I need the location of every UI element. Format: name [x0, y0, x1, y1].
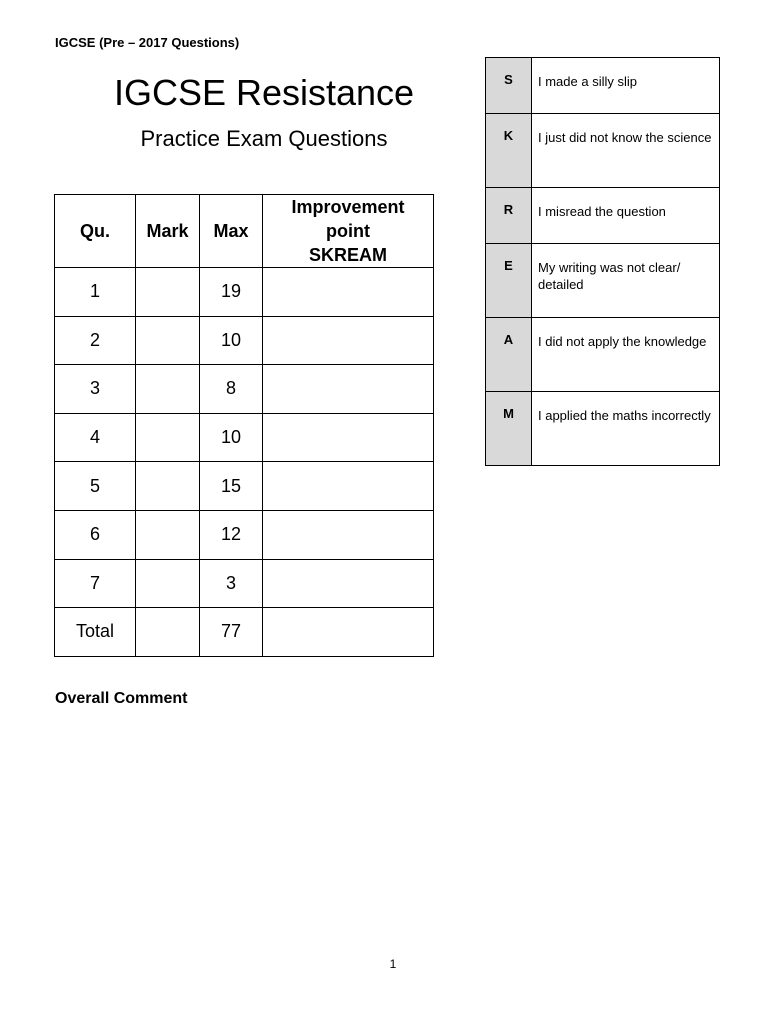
header-note: IGCSE (Pre – 2017 Questions) [55, 35, 240, 50]
table-row [55, 462, 434, 511]
skream-letter: M [486, 392, 532, 466]
cell-improvement[interactable] [263, 608, 434, 657]
table-row [55, 316, 434, 365]
header-qu: Qu. [55, 195, 136, 268]
cell-qu: Total [55, 608, 136, 657]
cell-qu: 2 [55, 316, 136, 365]
skream-description: I just did not know the science [532, 114, 720, 188]
cell-mark[interactable] [136, 510, 200, 559]
cell-mark[interactable] [136, 365, 200, 414]
cell-mark[interactable] [136, 268, 200, 317]
skream-description: I applied the maths incorrectly [532, 392, 720, 466]
skream-letter: A [486, 318, 532, 392]
page-subtitle: Practice Exam Questions [140, 126, 388, 151]
cell-improvement[interactable] [263, 316, 434, 365]
skream-description: My writing was not clear/ detailed [532, 244, 720, 318]
cell-improvement[interactable] [263, 365, 434, 414]
marks-table [54, 194, 434, 657]
cell-improvement[interactable] [263, 510, 434, 559]
skream-row [486, 114, 720, 188]
cell-improvement[interactable] [263, 462, 434, 511]
skream-row [486, 58, 720, 114]
cell-mark[interactable] [136, 462, 200, 511]
header-improvement [263, 195, 434, 268]
table-row [55, 365, 434, 414]
skream-letter: R [486, 188, 532, 244]
header-max: Max [200, 195, 263, 268]
cell-mark[interactable] [136, 608, 200, 657]
cell-max: 12 [200, 510, 263, 559]
cell-max: 77 [200, 608, 263, 657]
skream-row [486, 188, 720, 244]
table-row [55, 510, 434, 559]
skream-description: I misread the question [532, 188, 720, 244]
cell-improvement[interactable] [263, 413, 434, 462]
cell-max: 10 [200, 316, 263, 365]
cell-improvement[interactable] [263, 559, 434, 608]
cell-mark[interactable] [136, 316, 200, 365]
table-row [55, 268, 434, 317]
cell-max: 15 [200, 462, 263, 511]
skream-letter: E [486, 244, 532, 318]
cell-qu: 1 [55, 268, 136, 317]
skream-row [486, 392, 720, 466]
header-improvement-line2: point [326, 221, 370, 241]
header-improvement-line3: SKREAM [308, 245, 387, 265]
skream-key-table [485, 57, 720, 466]
skream-description: I did not apply the knowledge [532, 318, 720, 392]
cell-improvement[interactable] [263, 268, 434, 317]
header-improvement-line1: Improvement [291, 197, 405, 217]
skream-letter: S [486, 58, 532, 114]
cell-qu: 5 [55, 462, 136, 511]
skream-row [486, 318, 720, 392]
cell-qu: 7 [55, 559, 136, 608]
cell-max: 8 [200, 365, 263, 414]
skream-row [486, 244, 720, 318]
overall-comment-label: Overall Comment [55, 690, 188, 707]
page-number: 1 [389, 957, 397, 971]
header-mark: Mark [136, 195, 200, 268]
skream-letter: K [486, 114, 532, 188]
table-row [55, 413, 434, 462]
cell-mark[interactable] [136, 413, 200, 462]
cell-qu: 4 [55, 413, 136, 462]
cell-max: 3 [200, 559, 263, 608]
page-title: IGCSE Resistance [113, 72, 415, 113]
marks-header-row [55, 195, 434, 268]
table-row-total [55, 608, 434, 657]
table-row [55, 559, 434, 608]
cell-max: 10 [200, 413, 263, 462]
cell-max: 19 [200, 268, 263, 317]
cell-qu: 6 [55, 510, 136, 559]
cell-qu: 3 [55, 365, 136, 414]
cell-mark[interactable] [136, 559, 200, 608]
skream-description: I made a silly slip [532, 58, 720, 114]
